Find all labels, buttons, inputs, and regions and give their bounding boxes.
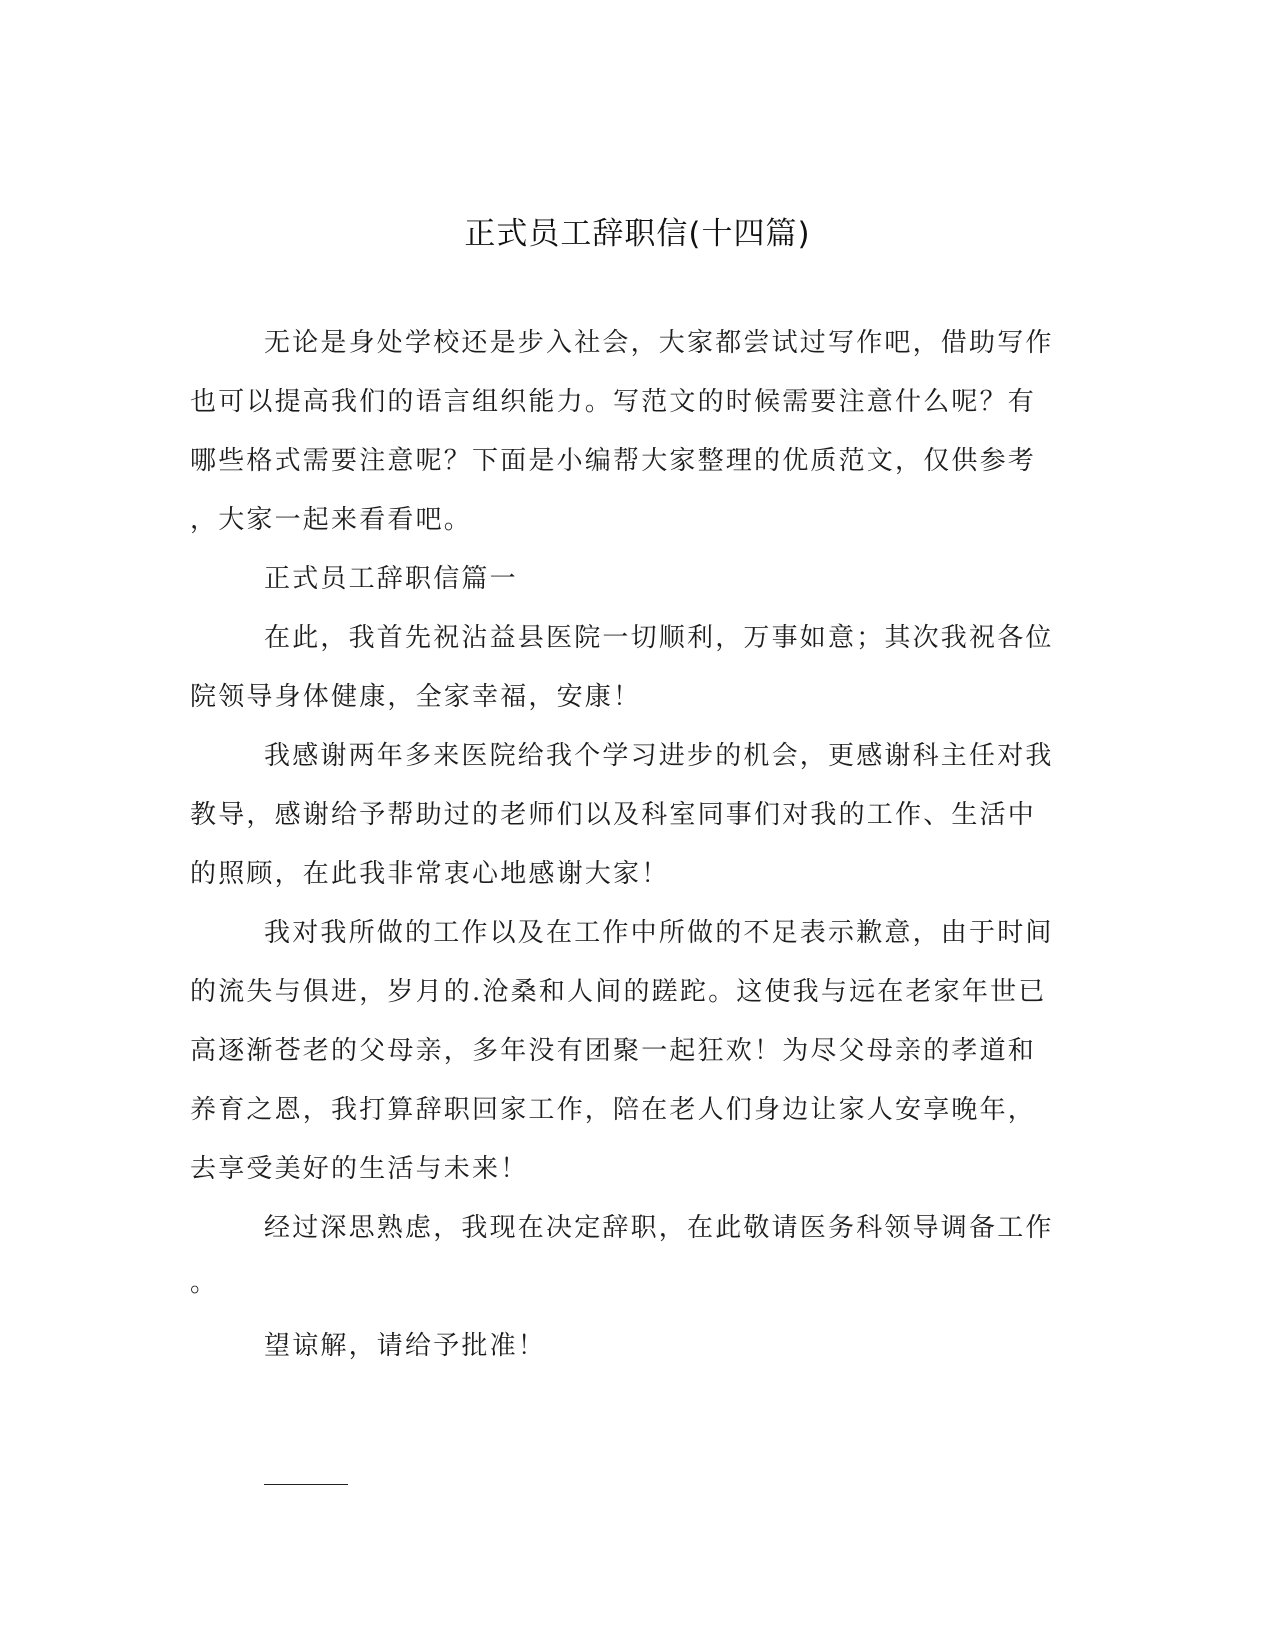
signature-underline xyxy=(264,1484,348,1485)
para3-line-4: 养育之恩，我打算辞职回家工作，陪在老人们身边让家人安享晚年， xyxy=(190,1095,1037,1125)
para3-line-1: 我对我所做的工作以及在工作中所做的不足表示歉意，由于时间 xyxy=(264,918,1054,948)
para2-line-1: 我感谢两年多来医院给我个学习进步的机会，更感谢科主任对我 xyxy=(264,741,1054,771)
para4-line-1: 经过深思熟虑，我现在决定辞职，在此敬请医务科领导调备工作 xyxy=(264,1213,1054,1243)
para1-line-1: 在此，我首先祝沾益县医院一切顺利，万事如意；其次我祝各位 xyxy=(264,623,1054,653)
para4-line-2: 。 xyxy=(190,1268,219,1298)
para1-line-2: 院领导身体健康，全家幸福，安康！ xyxy=(190,682,642,712)
section-heading: 正式员工辞职信篇一 xyxy=(264,564,518,594)
document-title: 正式员工辞职信(十四篇) xyxy=(464,216,811,252)
intro-line-4: ，大家一起来看看吧。 xyxy=(190,505,473,535)
para5-line-1: 望谅解，请给予批准！ xyxy=(264,1331,547,1361)
para3-line-5: 去享受美好的生活与未来！ xyxy=(190,1154,529,1184)
para2-line-3: 的照顾，在此我非常衷心地感谢大家！ xyxy=(190,859,670,889)
intro-line-2: 也可以提高我们的语言组织能力。写范文的时候需要注意什么呢？有 xyxy=(190,387,1037,417)
para3-line-3: 高逐渐苍老的父母亲，多年没有团聚一起狂欢！为尽父母亲的孝道和 xyxy=(190,1036,1037,1066)
intro-line-1: 无论是身处学校还是步入社会，大家都尝试过写作吧，借助写作 xyxy=(264,328,1054,358)
para2-line-2: 教导，感谢给予帮助过的老师们以及科室同事们对我的工作、生活中 xyxy=(190,800,1037,830)
para3-line-2: 的流失与俱进，岁月的.沧桑和人间的蹉跎。这使我与远在老家年世已 xyxy=(190,977,1047,1007)
intro-line-3: 哪些格式需要注意呢？下面是小编帮大家整理的优质范文，仅供参考 xyxy=(190,446,1037,476)
